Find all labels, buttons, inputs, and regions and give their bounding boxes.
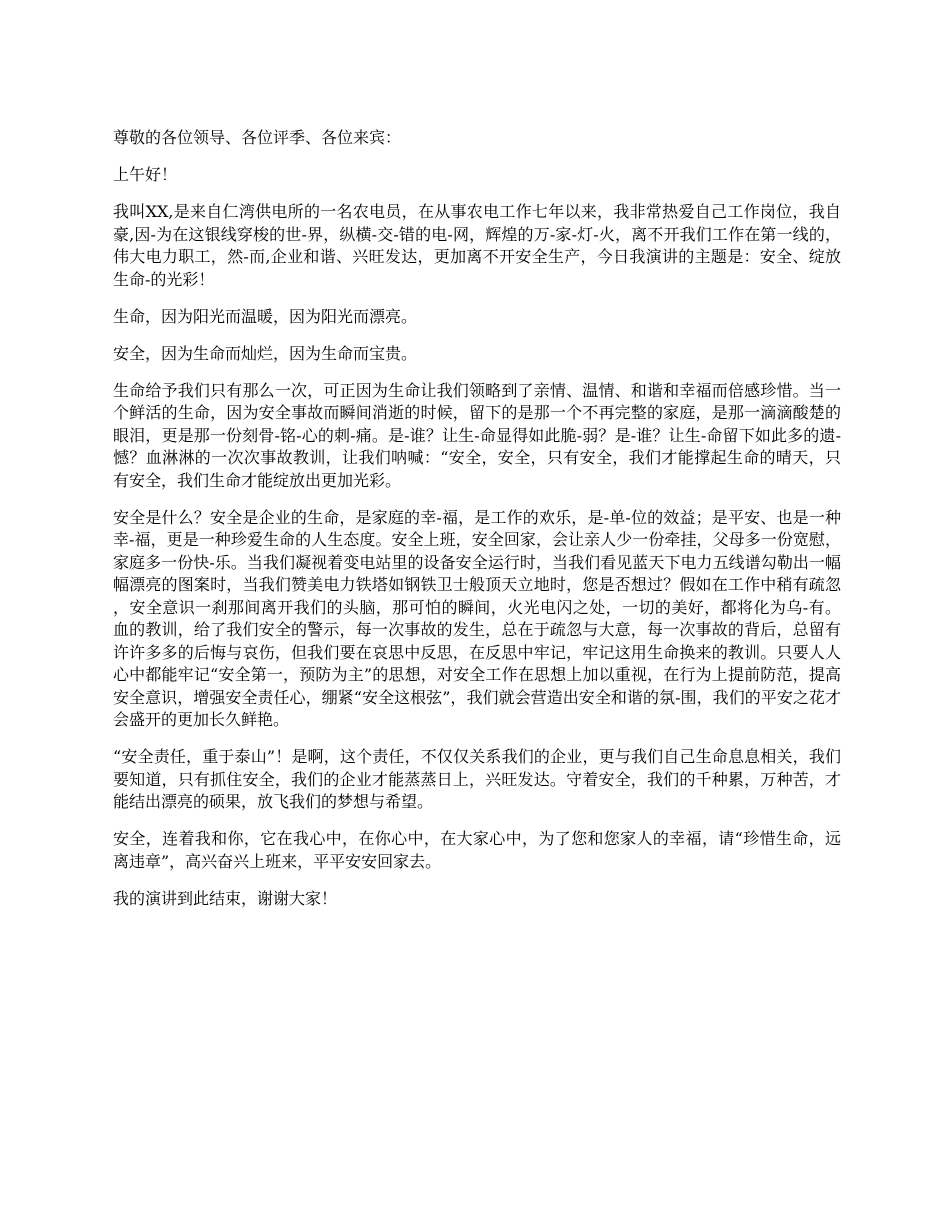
greeting: 上午好！ (113, 165, 178, 184)
paragraph-introduction: 我叫XX,是来自仁湾供电所的一名农电员，在从事农电工作七年以来，我非常热爱自己工作岗位，我自豪,因-为在这银线穿梭的世-界，纵横-交-错的电-网，辉煌的万-家-灯-火，离不开我们工作在第一线的，伟大电力职工，然-而,企业和谐、兴旺发达，更加离不开安全生产，今日我演讲的主题是：安全、绽放生命-的光彩！ (113, 202, 841, 289)
paragraph-safety-with-you: 安全，连着我和你，它在我心中，在你心中，在大家心中，为了您和您家人的幸福，请“珍惜生命，远离违章”，高兴奋兴上班来，平平安安回家去。 (113, 829, 841, 871)
paragraph-life-once: 生命给予我们只有那么一次，可正因为生命让我们领略到了亲情、温情、和谐和幸福而倍感珍惜。当一个鲜活的生命，因为安全事故而瞬间消逝的时候，留下的是那一个不再完整的家庭，是那一滴滴酸楚的眼泪，更是那一份刻骨-铭-心的刺-痛。是-谁？让生-命显得如此脆-弱？是-谁？让生-命留下如此多的遗-憾？血淋淋的一次次事故教训，让我们呐喊：“安全，安全，只有安全，我们才能撑起生命的晴天，只有安全，我们生命才能绽放出更加光彩。 (113, 380, 841, 490)
document-body (113, 127, 841, 925)
paragraph-life-sunshine: 生命，因为阳光而温暖，因为阳光而漂亮。 (113, 306, 418, 326)
paragraph-responsibility: “安全责任，重于泰山”！是啊，这个责任，不仅仅关系我们的企业，更与我们自己生命息息相关，我们要知道，只有抓住安全，我们的企业才能蒸蒸日上，兴旺发达。守着安全，我们的千种累，万种苦，才能结出漂亮的硕果，放飞我们的梦想与希望。 (113, 747, 841, 811)
paragraph-what-is-safety: 安全是什么？安全是企业的生命，是家庭的幸-福，是工作的欢乐，是-单-位的效益；是平安、也是一种幸-福，更是一种珍爱生命的人生态度。安全上班，安全回家，会让亲人少一份牵挂，父母多一份宽慰，家庭多一份快-乐。当我们凝视着变电站里的设备安全运行时，当我们看见蓝天下电力五线谱勾勒出一幅幅漂亮的图案时，当我们赞美电力铁塔如钢铁卫士般顶天立地时，您是否想过？假如在工作中稍有疏忽，安全意识一刹那间离开我们的头脑，那可怕的瞬间，火光电闪之处，一切的美好，都将化为乌-有。 血的教训，给了我们安全的警示，每一次事故的发生，总在于疏忽与大意，每一次事故的背后，总留有许许多多的后悔与哀伤，但我们要在哀思中反思，在反思中牢记，牢记这用生命换来的教训。只要人人心中都能牢记“安全第一，预防为主”的思想，对安全工作在思想上加以重视，在行为上提前防范，提高安全意识，增强安全责任心，绷紧“安全这根弦”，我们就会营造出安全和谐的氛-围，我们的平安之花才会盛开的更加长久鲜艳。 (113, 507, 841, 729)
salutation: 尊敬的各位领导、各位评季、各位来宾： (113, 128, 402, 147)
closing: 我的演讲到此结束，谢谢大家！ (113, 888, 338, 908)
paragraph-safety-life: 安全，因为生命而灿烂，因为生命而宝贵。 (113, 343, 418, 363)
